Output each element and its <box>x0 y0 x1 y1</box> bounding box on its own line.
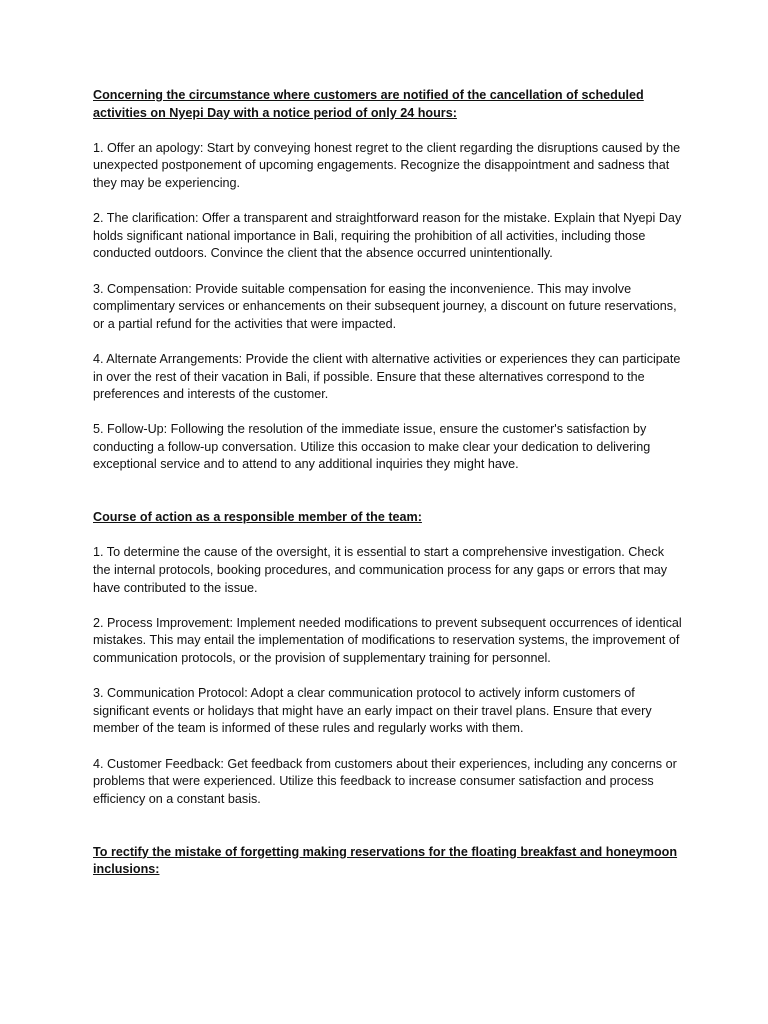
section-heading: Concerning the circumstance where customers are notified of the cancellation of scheduled activities on Nyepi Day with a notice period of only 24 hours: <box>93 88 644 120</box>
document-page <box>93 87 683 879</box>
section-nyepi-cancellation <box>93 87 683 474</box>
paragraph: 3. Compensation: Provide suitable compensation for easing the inconvenience. This may involve complimentary services or enhancements on their subsequent journey, a discount on future reservations, or a partial refund for the activities that were impacted. <box>93 281 677 331</box>
paragraph: 4. Customer Feedback: Get feedback from customers about their experiences, including any concerns or problems that were experienced. Utilize this feedback to increase consumer satisfaction and process efficiency on a constant basis. <box>93 756 677 806</box>
paragraph: 4. Alternate Arrangements: Provide the client with alternative activities or experiences they can participate in over the rest of their vacation in Bali, if possible. Ensure that these alternatives correspond to the preferences and interests of the customer. <box>93 351 681 402</box>
section-heading: Course of action as a responsible member of the team: <box>93 510 422 525</box>
paragraph: 1. To determine the cause of the oversight, it is essential to start a comprehensive investigation. Check the internal protocols, booking procedures, and communication process for any gaps or errors that may have contributed to the issue. <box>93 545 668 595</box>
section-heading: To rectify the mistake of forgetting making reservations for the floating breakfast and honeymoon inclusions: <box>93 844 678 877</box>
section-reservation-mistake <box>93 844 683 879</box>
section-team-course-of-action <box>93 509 683 808</box>
paragraph: 1. Offer an apology: Start by conveying honest regret to the client regarding the disruptions caused by the unexpected postponement of upcoming engagements. Recognize the disappointment and sadness that they may be experiencing. <box>93 140 681 190</box>
paragraph: 2. The clarification: Offer a transparent and straightforward reason for the mistake. Explain that Nyepi Day holds significant national importance in Bali, requiring the prohibition of all activities, including those conducted outdoors. Convince the client that the absence occurred unintentionally. <box>93 211 682 261</box>
paragraph: 5. Follow-Up: Following the resolution of the immediate issue, ensure the customer's satisfaction by conducting a follow-up conversation. Utilize this occasion to make clear your dedication to delivering exceptional service and to attend to any additional inquiries they might have. <box>93 422 651 472</box>
paragraph: 2. Process Improvement: Implement needed modifications to prevent subsequent occurrences of identical mistakes. This may entail the implementation of modifications to reservation systems, the improvement of communication protocols, or the provision of supplementary training for personnel. <box>93 615 682 665</box>
paragraph: 3. Communication Protocol: Adopt a clear communication protocol to actively inform customers of significant events or holidays that might have an early impact on their travel plans. Ensure that every member of the team is informed of these rules and regularly works with them. <box>93 686 652 736</box>
